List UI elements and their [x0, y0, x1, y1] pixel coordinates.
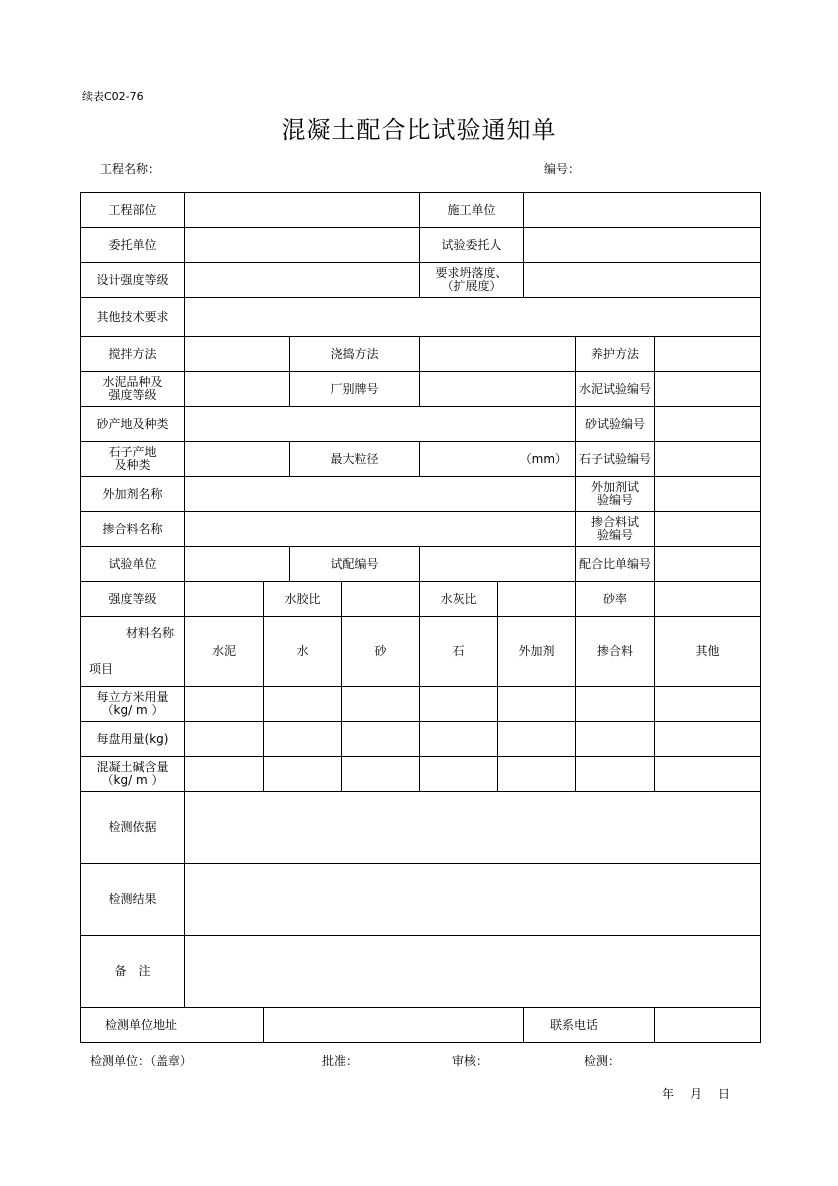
- field-test-basis[interactable]: [185, 792, 761, 864]
- field-slump[interactable]: [524, 263, 761, 298]
- cell-per-batch[interactable]: [420, 722, 498, 757]
- field-remark[interactable]: [185, 936, 761, 1008]
- field-stone-test-no[interactable]: [655, 442, 761, 477]
- cell-per-m3[interactable]: [264, 687, 342, 722]
- admixture-test-line2: 验编号: [597, 493, 634, 507]
- project-name-label: 工程名称：: [100, 162, 161, 176]
- label-water-cement: 水灰比: [420, 582, 498, 617]
- cell-per-batch[interactable]: [655, 722, 761, 757]
- field-water-cement[interactable]: [498, 582, 576, 617]
- cell-alkali[interactable]: [264, 757, 342, 792]
- field-admixture-test-no[interactable]: [655, 477, 761, 512]
- cell-alkali[interactable]: [185, 757, 264, 792]
- label-trial-no: 试配编号: [290, 547, 420, 582]
- admixture-test-line1: 外加剂试: [591, 480, 640, 494]
- cement-line1: 水泥品种及: [102, 375, 163, 389]
- form-table: [80, 192, 761, 1043]
- field-design-strength[interactable]: [185, 263, 420, 298]
- stone-line2: 及种类: [114, 458, 151, 472]
- field-strength-grade[interactable]: [185, 582, 264, 617]
- field-mix-no[interactable]: [655, 547, 761, 582]
- label-test-result: 检测结果: [81, 864, 185, 936]
- stone-line1: 石子产地: [108, 445, 157, 459]
- label-admixture-name: 外加剂名称: [81, 477, 185, 512]
- field-test-result[interactable]: [185, 864, 761, 936]
- addition-test-line2: 验编号: [597, 528, 634, 542]
- col-header-addition: 掺合料: [576, 617, 655, 687]
- max-size-unit: （mm）: [519, 451, 568, 466]
- label-mixing-method: 搅拌方法: [81, 337, 185, 372]
- label-sand-origin: 砂产地及种类: [81, 407, 185, 442]
- label-alkali: [81, 757, 185, 792]
- slump-line1: 要求坍落度、: [435, 266, 508, 280]
- per-m3-line2: （kg/ m ）: [101, 703, 164, 717]
- cell-alkali[interactable]: [498, 757, 576, 792]
- cell-alkali[interactable]: [420, 757, 498, 792]
- label-per-m3: [81, 687, 185, 722]
- label-strength-grade: 强度等级: [81, 582, 185, 617]
- field-admixture-name[interactable]: [185, 477, 576, 512]
- field-curing-method[interactable]: [655, 337, 761, 372]
- field-cement-test-no[interactable]: [655, 372, 761, 407]
- field-entrusting-unit[interactable]: [185, 228, 420, 263]
- cell-per-m3[interactable]: [420, 687, 498, 722]
- cell-per-batch[interactable]: [498, 722, 576, 757]
- label-sand-test-no: 砂试验编号: [576, 407, 655, 442]
- field-max-size[interactable]: [420, 442, 576, 477]
- label-sand-ratio: 砂率: [576, 582, 655, 617]
- materials-corner-cell: [81, 617, 185, 687]
- label-design-strength: 设计强度等级: [81, 263, 185, 298]
- page-title: 混凝土配合比试验通知单: [281, 116, 557, 144]
- cell-per-batch[interactable]: [185, 722, 264, 757]
- col-header-cement: 水泥: [185, 617, 264, 687]
- label-construction-unit: 施工单位: [420, 193, 524, 228]
- footer-approve: 批准：: [322, 1054, 359, 1068]
- label-test-basis: 检测依据: [81, 792, 185, 864]
- form-code: 续表C02-76: [82, 90, 144, 103]
- label-mix-no: 配合比单编号: [576, 547, 655, 582]
- corner-material-name: 材料名称: [125, 626, 174, 640]
- slump-line2: （扩展度）: [441, 279, 502, 293]
- field-manufacturer[interactable]: [420, 372, 576, 407]
- footer-unit-seal: 检测单位：（盖章）: [90, 1054, 193, 1068]
- cell-per-m3[interactable]: [342, 687, 420, 722]
- alkali-line1: 混凝土碱含量: [96, 760, 169, 774]
- label-addition-name: 掺合料名称: [81, 512, 185, 547]
- field-pouring-method[interactable]: [420, 337, 576, 372]
- cell-per-m3[interactable]: [498, 687, 576, 722]
- cement-line2: 强度等级: [108, 388, 157, 402]
- footer-date: 年 月 日: [662, 1087, 733, 1101]
- field-mixing-method[interactable]: [185, 337, 290, 372]
- label-lab-address: 检测单位地址: [81, 1008, 264, 1043]
- field-stone-origin[interactable]: [185, 442, 290, 477]
- col-header-water: 水: [264, 617, 342, 687]
- label-phone: 联系电话: [524, 1008, 655, 1043]
- col-header-sand: 砂: [342, 617, 420, 687]
- field-project-part[interactable]: [185, 193, 420, 228]
- field-sand-origin[interactable]: [185, 407, 576, 442]
- label-admixture-test-no: [576, 477, 655, 512]
- field-water-binder[interactable]: [342, 582, 420, 617]
- label-water-binder: 水胶比: [264, 582, 342, 617]
- cell-alkali[interactable]: [576, 757, 655, 792]
- cell-per-batch[interactable]: [342, 722, 420, 757]
- field-cement[interactable]: [185, 372, 290, 407]
- field-test-unit[interactable]: [185, 547, 290, 582]
- cell-per-m3[interactable]: [655, 687, 761, 722]
- col-header-admixture: 外加剂: [498, 617, 576, 687]
- label-entrusting-unit: 委托单位: [81, 228, 185, 263]
- footer-review: 审核：: [452, 1054, 489, 1068]
- label-test-unit: 试验单位: [81, 547, 185, 582]
- field-phone[interactable]: [655, 1008, 761, 1043]
- label-other-requirements: 其他技术要求: [81, 298, 185, 337]
- cell-alkali[interactable]: [655, 757, 761, 792]
- corner-item: 项目: [89, 662, 114, 676]
- cell-per-batch[interactable]: [576, 722, 655, 757]
- label-slump: [420, 263, 524, 298]
- notice-form: [80, 192, 760, 1043]
- field-construction-unit[interactable]: [524, 193, 761, 228]
- per-m3-line1: 每立方米用量: [96, 690, 169, 704]
- field-addition-name[interactable]: [185, 512, 576, 547]
- cell-per-m3[interactable]: [576, 687, 655, 722]
- field-sand-ratio[interactable]: [655, 582, 761, 617]
- serial-number-label: 编号：: [544, 162, 581, 176]
- label-test-entruster: 试验委托人: [420, 228, 524, 263]
- cell-per-batch[interactable]: [264, 722, 342, 757]
- cell-alkali[interactable]: [342, 757, 420, 792]
- label-manufacturer: 厂别牌号: [290, 372, 420, 407]
- label-stone-origin: [81, 442, 185, 477]
- field-addition-test-no[interactable]: [655, 512, 761, 547]
- label-project-part: 工程部位: [81, 193, 185, 228]
- footer-test: 检测：: [584, 1054, 621, 1068]
- label-per-batch: 每盘用量(kg): [81, 722, 185, 757]
- label-addition-test-no: [576, 512, 655, 547]
- alkali-line2: （kg/ m ）: [101, 773, 164, 787]
- label-stone-test-no: 石子试验编号: [576, 442, 655, 477]
- col-header-other: 其他: [655, 617, 761, 687]
- label-remark: 备 注: [81, 936, 185, 1008]
- label-cement-test-no: 水泥试验编号: [576, 372, 655, 407]
- label-max-size: 最大粒径: [290, 442, 420, 477]
- label-cement: [81, 372, 185, 407]
- field-trial-no[interactable]: [420, 547, 576, 582]
- col-header-stone: 石: [420, 617, 498, 687]
- label-curing-method: 养护方法: [576, 337, 655, 372]
- field-sand-test-no[interactable]: [655, 407, 761, 442]
- addition-test-line1: 掺合料试: [591, 515, 640, 529]
- field-other-requirements[interactable]: [185, 298, 761, 337]
- cell-per-m3[interactable]: [185, 687, 264, 722]
- field-lab-address[interactable]: [264, 1008, 524, 1043]
- field-test-entruster[interactable]: [524, 228, 761, 263]
- label-pouring-method: 浇捣方法: [290, 337, 420, 372]
